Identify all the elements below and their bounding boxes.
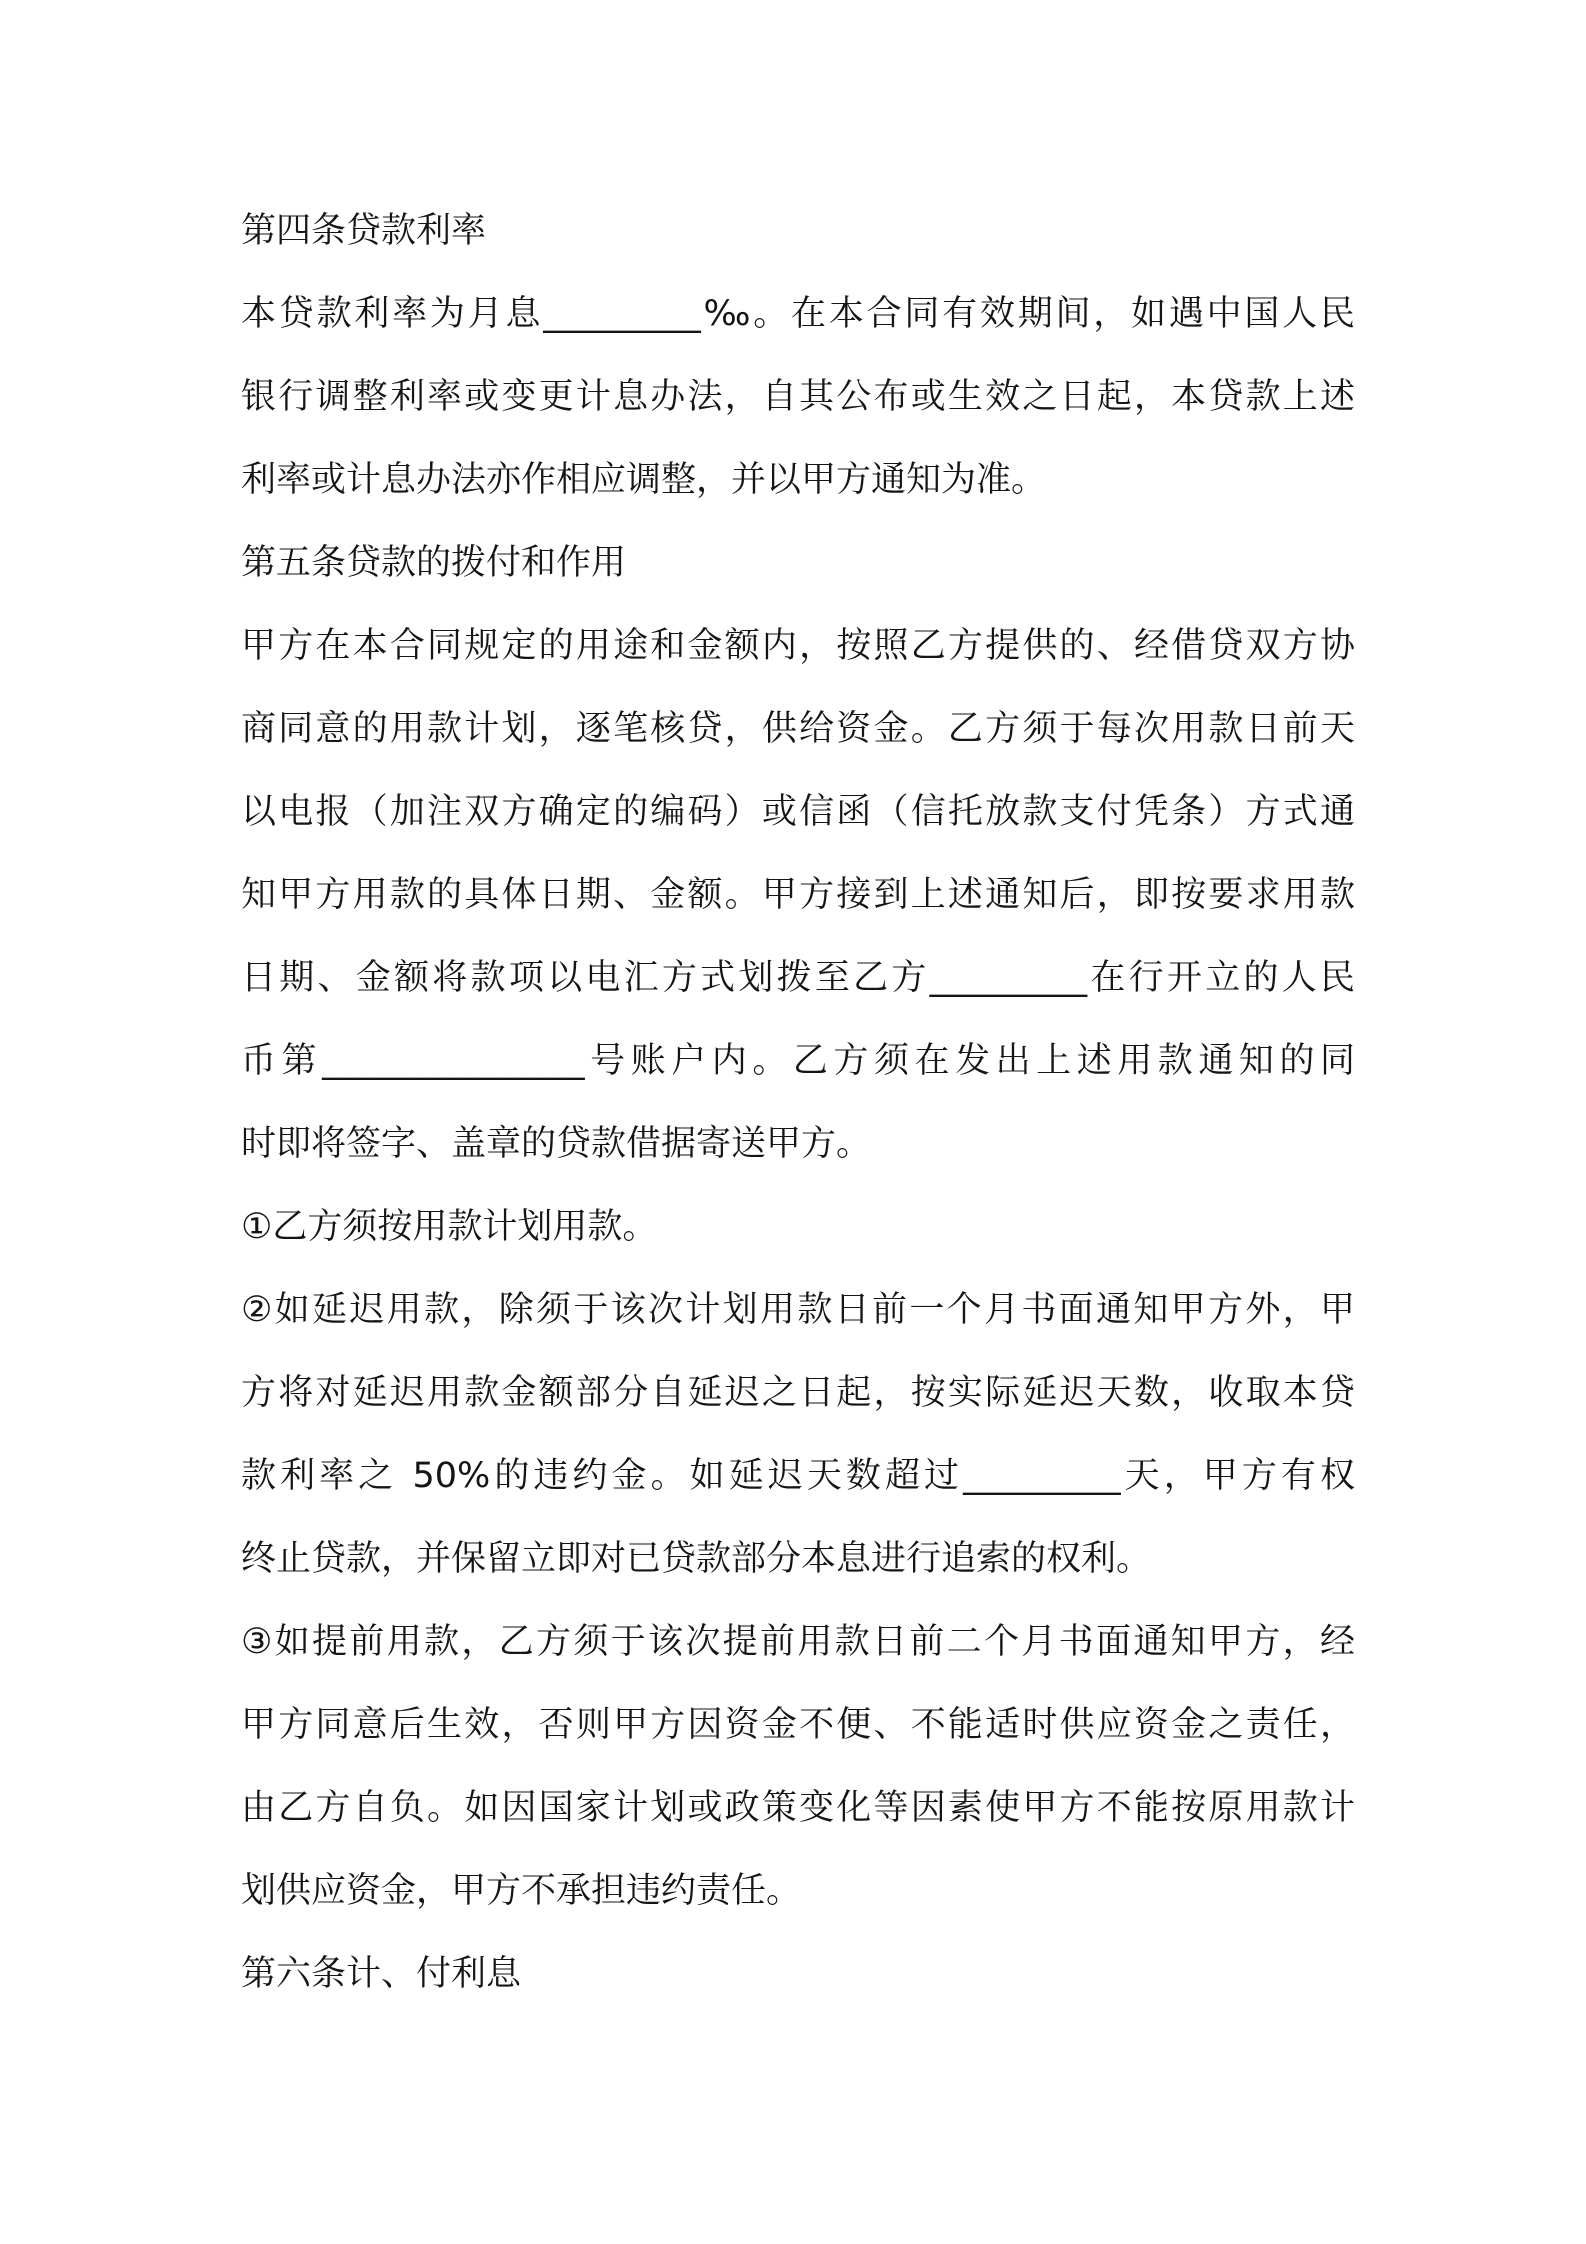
- paragraph-line: 以电报（加注双方确定的编码）或信函（信托放款支付凭条）方式通: [241, 792, 1355, 832]
- paragraph-line: 日期、金额将款项以电汇方式划拨至乙方_________在行开立的人民: [241, 958, 1355, 998]
- paragraph-line: 甲方在本合同规定的用途和金额内，按照乙方提供的、经借贷双方协: [241, 626, 1355, 666]
- list-item-2-line: ②如延迟用款，除须于该次计划用款日前一个月书面通知甲方外，甲: [241, 1290, 1355, 1330]
- paragraph-line: 银行调整利率或变更计息办法，自其公布或生效之日起，本贷款上述: [241, 377, 1355, 417]
- paragraph-line: 时即将签字、盖章的贷款借据寄送甲方。: [241, 1124, 872, 1164]
- paragraph-line: 币第_______________号账户内。乙方须在发出上述用款通知的同: [241, 1041, 1355, 1081]
- paragraph-line: 知甲方用款的具体日期、金额。甲方接到上述通知后，即按要求用款: [241, 875, 1355, 915]
- section-heading-article-6: 第六条计、付利息: [241, 1954, 522, 1994]
- list-item-3-line: ③如提前用款，乙方须于该次提前用款日前二个月书面通知甲方，经: [241, 1622, 1355, 1662]
- list-item-2-line: 终止贷款，并保留立即对已贷款部分本息进行追索的权利。: [241, 1539, 1152, 1579]
- list-item-3-line: 甲方同意后生效，否则甲方因资金不便、不能适时供应资金之责任，: [241, 1705, 1355, 1745]
- paragraph-line: 商同意的用款计划，逐笔核贷，供给资金。乙方须于每次用款日前天: [241, 709, 1355, 749]
- section-heading-article-4: 第四条贷款利率: [241, 211, 487, 251]
- list-item-3-line: 由乙方自负。如因国家计划或政策变化等因素使甲方不能按原用款计: [241, 1788, 1355, 1828]
- contract-page: [241, 190, 1361, 2016]
- section-heading-article-5: 第五条贷款的拨付和作用: [241, 543, 627, 583]
- list-item-1: ①乙方须按用款计划用款。: [241, 1207, 658, 1247]
- paragraph-line: 本贷款利率为月息_________‰。在本合同有效期间，如遇中国人民: [241, 294, 1355, 334]
- list-item-3-line: 划供应资金，甲方不承担违约责任。: [241, 1871, 802, 1911]
- list-item-2-line: 款利率之 50%的违约金。如延迟天数超过_________天，甲方有权: [241, 1456, 1355, 1496]
- list-item-2-line: 方将对延迟用款金额部分自延迟之日起，按实际延迟天数，收取本贷: [241, 1373, 1355, 1413]
- paragraph-line: 利率或计息办法亦作相应调整，并以甲方通知为准。: [241, 460, 1047, 500]
